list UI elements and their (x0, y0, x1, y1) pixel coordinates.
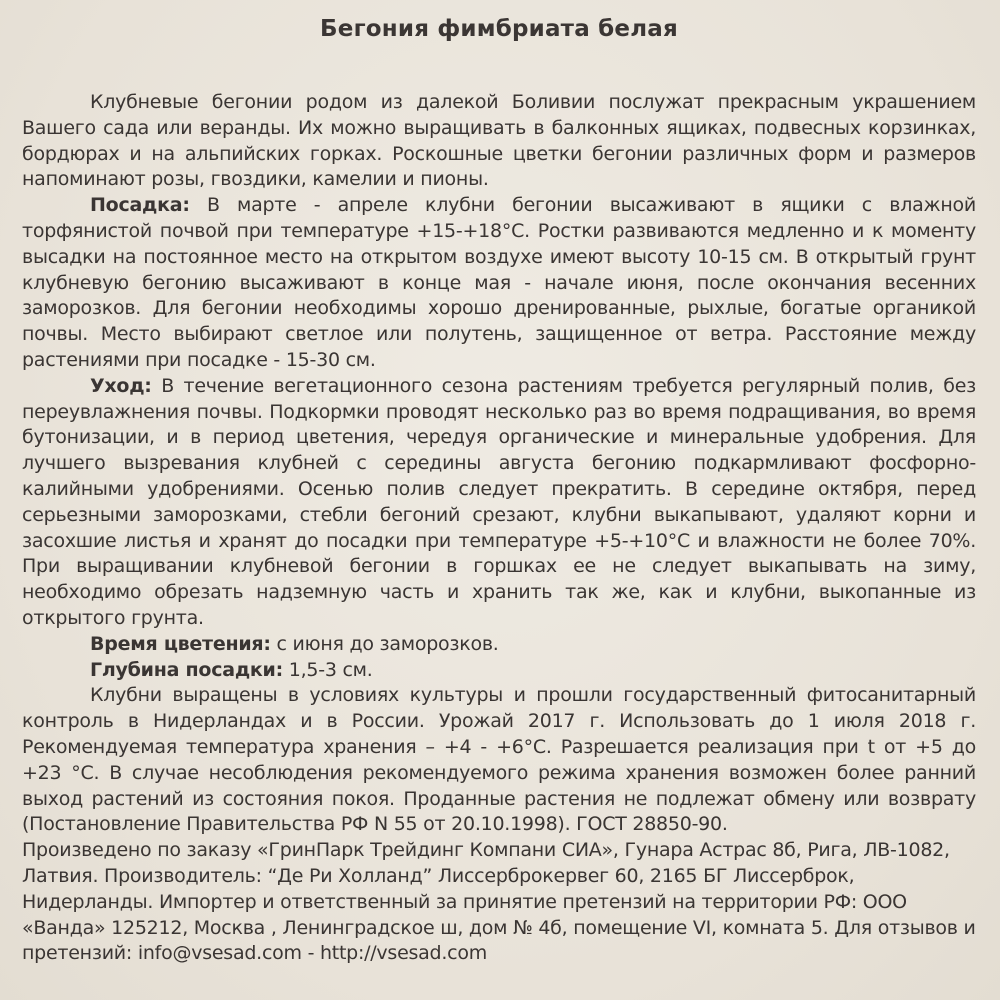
planting-depth-text: 1,5-3 см. (288, 658, 373, 681)
planting-depth-label: Глубина посадки: (90, 658, 283, 681)
planting-text: В марте - апреле клубни бегонии высаживают в ящики с влажной торфянистой почвой при температуре +15-+18°С. Ростки развиваются медленно и к моменту высадки на постоянное место на открытом воздухе имеют высоту 10-15 см. В открытый грунт клубневую бегонию высаживают в конце мая - начале июня, после окончания весенних заморозков. Для бегонии необходимы хорошо дренированные, рыхлые, богатые органикой почвы. Место выбирают светлое или полутень, защищенное от ветра. Расстояние между растениями при посадке - 15-30 см. (22, 194, 976, 371)
manufacturer-paragraph: Произведено по заказу «ГринПарк Трейдинг Компани СИА», Гунара Астрас 8б, Рига, ЛВ-1082, Латвия. Производитель: “Де Ри Холланд” Лиссерброкервег 60, 2165 БГ Лиссерброк, Нидерланды. Импортер и ответственный за принятие претензий на территории РФ: ООО «Ванда» 125212, Москва , Ленинградское ш, дом № 4б, помещение VI, комната 5. Для отзывов и претензий: info@vsesad.com - http://vsesad.com (22, 839, 976, 965)
document-body (22, 14, 976, 967)
care-paragraph (22, 374, 976, 632)
intro-paragraph: Клубневые бегонии родом из далекой Боливии послужат прекрасным украшением Вашего сада или веранды. Их можно выращивать в балконных ящиках, подвесных корзинках, бордюрах и на альпийских горках. Роскошные цветки бегонии различных форм и размеров напоминают розы, гвоздики, камелии и пионы. (22, 91, 976, 191)
bloom-time-label: Время цветения: (90, 632, 271, 655)
planting-paragraph (22, 193, 976, 374)
certification-paragraph: Клубни выращены в условиях культуры и прошли государственный фитосанитарный контроль в Нидерландах и в России. Урожай 2017 г. Использовать до 1 июля 2018 г. Рекомендуемая температура хранения – +4 - +6°С. Разрешается реализация при t от +5 до +23 °С. В случае несоблюдения рекомендуемого режима хранения возможен более ранний выход растений из состояния покоя. Проданные растения не подлежат обмену или возврату (Постановление Правительства РФ N 55 от 20.10.1998). ГОСТ 28850-90. (22, 684, 976, 836)
care-text: В течение вегетационного сезона растениям требуется регулярный полив, без переувлажнения почвы. Подкормки проводят несколько раз во время подращивания, во время бутонизации, и в период цветения, чередуя органические и минеральные удобрения. Для лучшего вызревания клубней с середины августа бегонию подкармливают фосфорно-калийными удобрениями. Осенью полив следует прекратить. В середине октября, перед серьезными заморозками, стебли бегоний срезают, клубни выкапывают, удаляют корни и засохшие листья и хранят до посадки при температуре +5-+10°С и влажности не более 70%. При выращивании клубневой бегонии в горшках ее не следует выкапывать на зиму, необходимо обрезать надземную часть и хранить так же, как и клубни, выкопанные из открытого грунта. (22, 374, 976, 629)
care-label: Уход: (90, 374, 152, 397)
document-title: Бегония фимбриата белая (320, 16, 678, 42)
planting-label: Посадка: (90, 194, 190, 217)
bloom-time-text: с июня до заморозков. (276, 632, 499, 655)
planting-depth-line (22, 658, 976, 684)
bloom-time-line (22, 632, 976, 658)
